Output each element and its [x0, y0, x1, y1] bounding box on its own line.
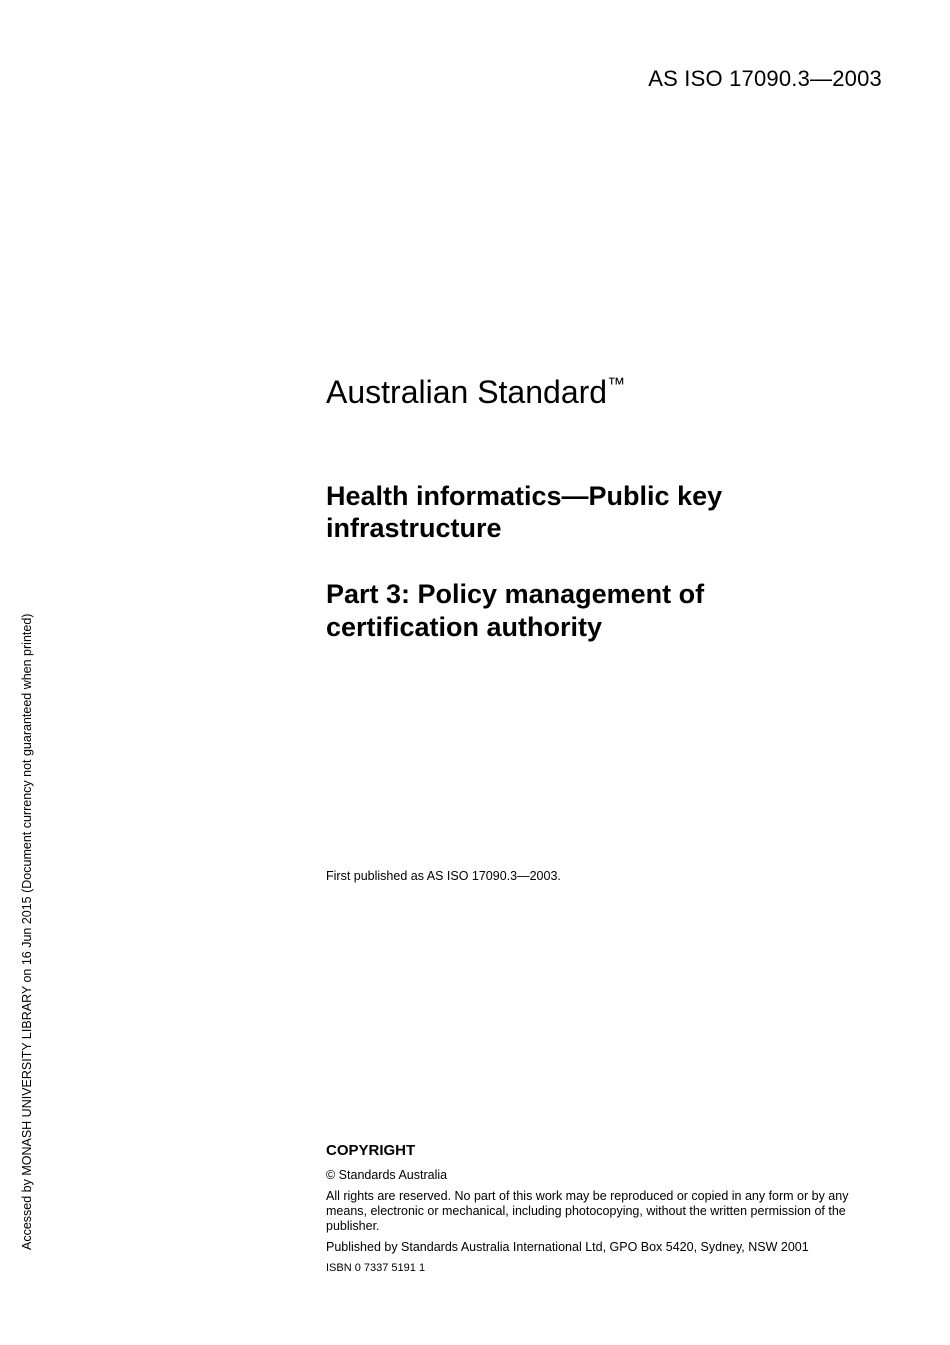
first-published-note: First published as AS ISO 17090.3—2003. — [326, 869, 561, 883]
copyright-holder: © Standards Australia — [326, 1168, 448, 1182]
copyright-block — [326, 1142, 886, 1276]
publisher-line: Published by Standards Australia International Ltd, GPO Box 5420, Sydney, NSW 2001 — [326, 1240, 809, 1254]
document-title — [326, 480, 886, 544]
isbn: ISBN 0 7337 5191 1 — [326, 1262, 426, 1274]
title-line-2: infrastructure — [326, 513, 502, 543]
title-line-1: Health informatics—Public key — [326, 481, 723, 511]
part-line-1: Part 3: Policy management of — [326, 579, 705, 609]
part-line-2: certification authority — [326, 612, 603, 642]
copyright-heading: COPYRIGHT — [326, 1142, 416, 1159]
part-title — [326, 578, 886, 644]
access-note: Accessed by MONASH UNIVERSITY LIBRARY on 16 Jun 2015 (Document currency not guaranteed when printed) — [20, 613, 34, 1250]
document-number: AS ISO 17090.3—2003 — [648, 66, 882, 91]
brand-heading — [326, 374, 625, 411]
rights-statement: All rights are reserved. No part of this work may be reproduced or copied in any form or by any means, electronic or mechanical, including photocopying, without the written permission of the publisher. — [326, 1189, 849, 1233]
brand-name: Australian Standard — [326, 374, 608, 410]
trademark-symbol: ™ — [607, 374, 626, 394]
